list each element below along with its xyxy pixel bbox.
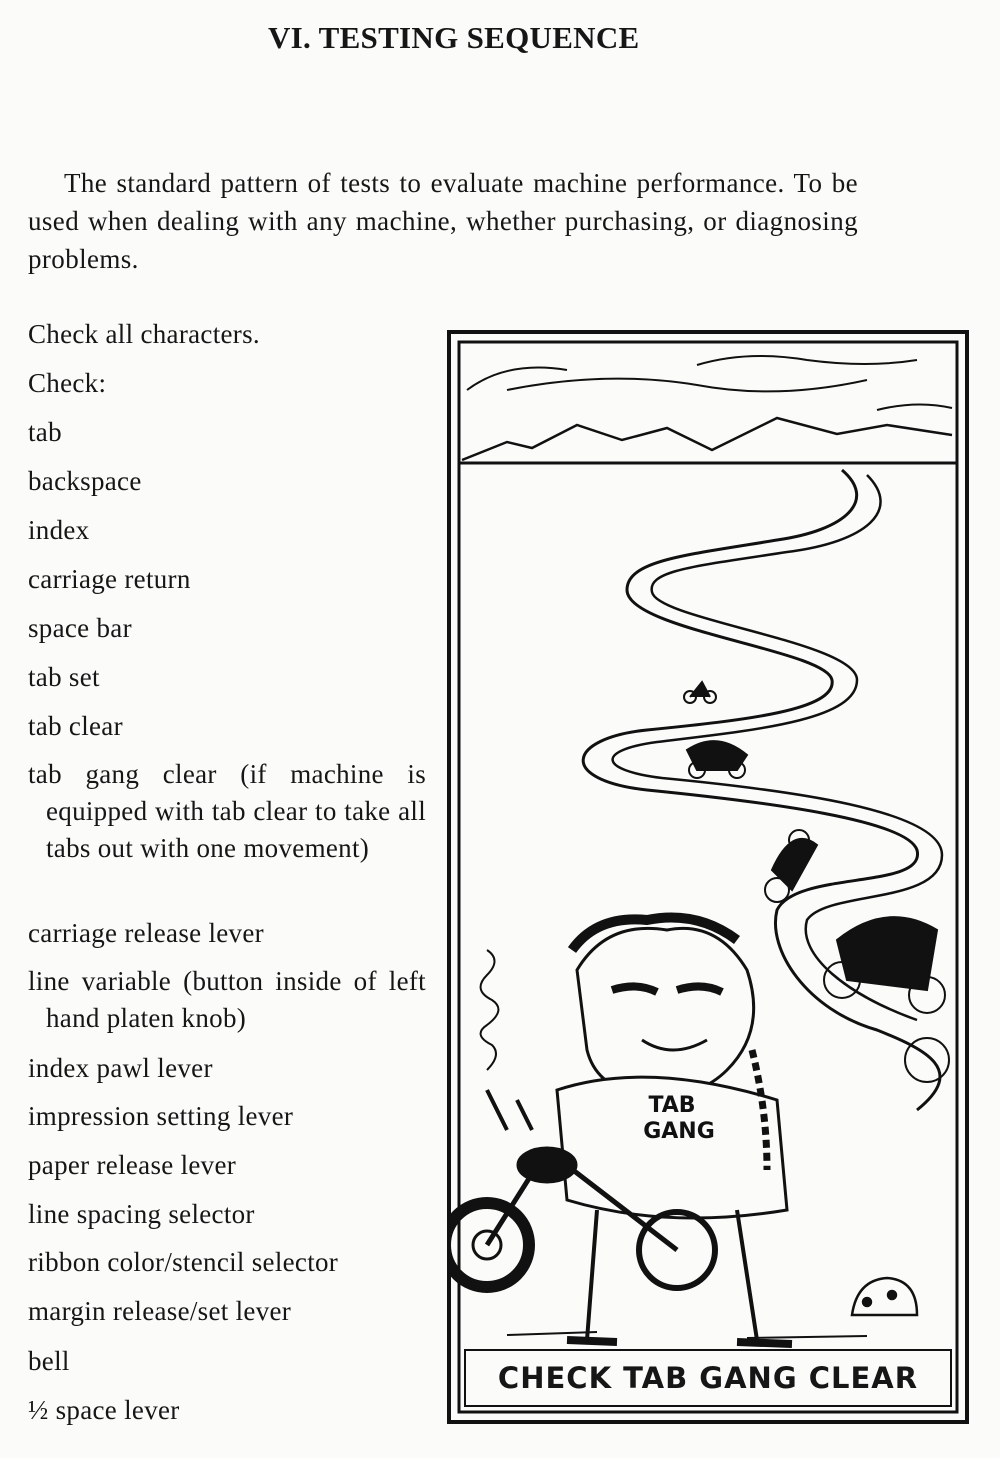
checklist-item: bell bbox=[28, 1346, 70, 1376]
checklist-item: tab set bbox=[28, 662, 100, 692]
checklist-item: margin release/set lever bbox=[28, 1296, 292, 1326]
tab-gang-cartoon bbox=[447, 330, 969, 1424]
ground-lines bbox=[507, 1332, 867, 1338]
checklist-item: index pawl lever bbox=[28, 1053, 213, 1083]
checklist-item: impression setting lever bbox=[28, 1101, 294, 1131]
checklist-item: carriage return bbox=[28, 564, 191, 594]
checklist-item: line spacing selector bbox=[28, 1199, 255, 1229]
checklist-item: tab gang clear (if machine is equipped with tab clear to take all tabs out with one movement) bbox=[28, 759, 426, 863]
cartoon-caption: CHECK TAB GANG CLEAR bbox=[497, 1361, 919, 1395]
section-heading: VI. TESTING SEQUENCE bbox=[268, 20, 640, 55]
squiggle-line bbox=[481, 950, 499, 1070]
checklist-item: Check all characters. bbox=[28, 319, 260, 349]
checklist-item: tab bbox=[28, 417, 62, 447]
checklist-item: tab clear bbox=[28, 711, 123, 741]
helmet bbox=[852, 1278, 917, 1315]
shirt-text-bottom: GANG bbox=[643, 1119, 715, 1144]
checklist-item: index bbox=[28, 515, 90, 545]
intro-paragraph: The standard pattern of tests to evaluate machine performance. To be used when dealing with any machine, whether purchasing, or diagnosing problems. bbox=[28, 168, 858, 274]
checklist-item: space bar bbox=[28, 613, 132, 643]
checklist-item: ½ space lever bbox=[28, 1395, 180, 1425]
checklist-item: Check: bbox=[28, 368, 107, 398]
sky-clouds bbox=[467, 356, 952, 410]
checklist-item: ribbon color/stencil selector bbox=[28, 1247, 339, 1277]
checklist-item: paper release lever bbox=[28, 1150, 237, 1180]
mountain-range bbox=[462, 418, 952, 460]
checklist-item: backspace bbox=[28, 466, 142, 496]
checklist-item: carriage release lever bbox=[28, 918, 264, 948]
shirt-text-top: TAB bbox=[648, 1093, 696, 1118]
cartoon-drawing bbox=[447, 330, 969, 1424]
checklist-item: line variable (button inside of left hand platen knob) bbox=[28, 966, 426, 1033]
